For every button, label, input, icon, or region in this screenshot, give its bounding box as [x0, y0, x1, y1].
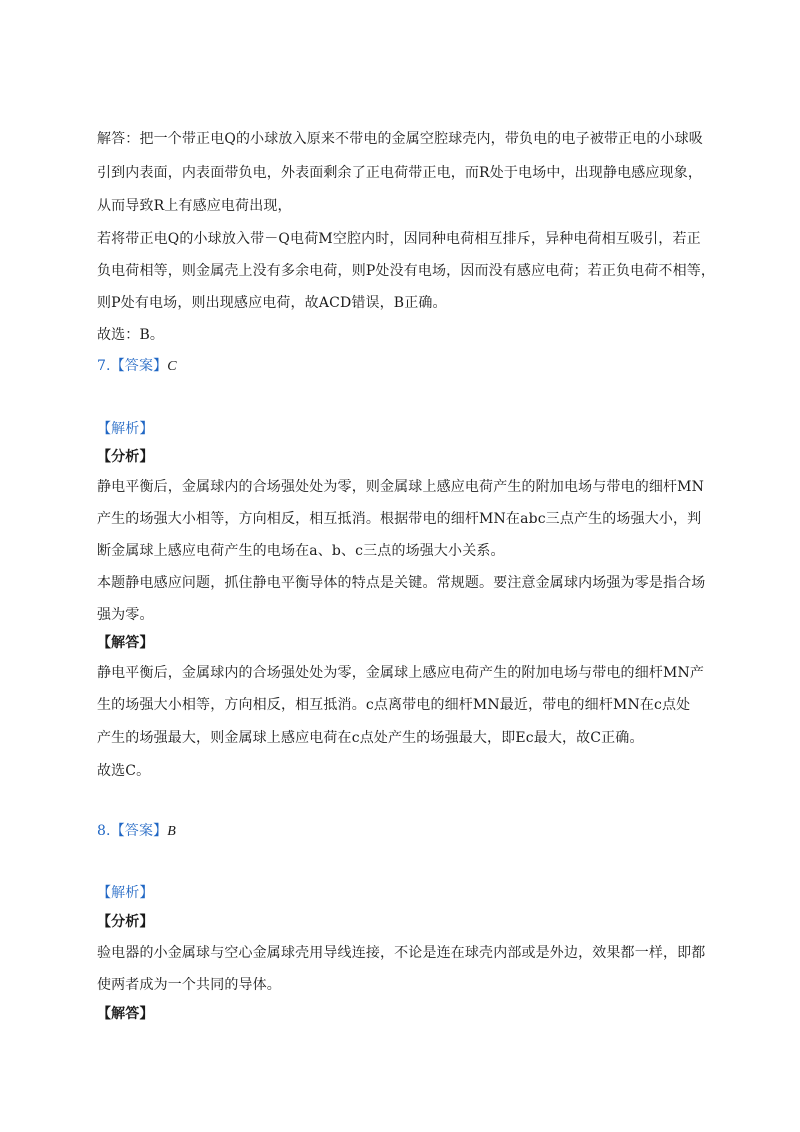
q7-answer-header: 7.【答案】: [97, 358, 168, 374]
q8-answer-row: [97, 820, 717, 840]
q7-conclusion: 故选C。: [97, 763, 151, 779]
q6-line-1: 解答：把一个带正电Q的小球放入原来不带电的金属空腔球壳内，带负电的电子被带正电的小球吸: [97, 131, 703, 147]
q7-fenxi-header: 【分析】: [97, 449, 154, 465]
q6-line-5: 负电荷相等，则金属壳上没有多余电荷，则P处没有电场，因而没有感应电荷；若正负电荷不相等，: [97, 263, 716, 279]
q7-fenxi-line-3: 断金属球上感应电荷产生的电场在a、b、c三点的场强大小关系。: [97, 543, 505, 559]
q8-analysis-header: 【解析】: [97, 885, 154, 901]
q7-answer-row: [97, 355, 717, 375]
q7-jieda-line-3: 产生的场强最大，则金属球上感应电荷在c点处产生的场强最大，即Ec最大，故C正确。: [97, 730, 644, 746]
q8-fenxi-line-1: 验电器的小金属球与空心金属球壳用导线连接，不论是连在球壳内部或是外边，效果都一样，即都: [97, 945, 706, 961]
q8-answer-header: 8.【答案】: [97, 823, 168, 839]
q7-fenxi-line-1: 静电平衡后，金属球内的合场强处处为零，则金属球上感应电荷产生的附加电场与带电的细杆MN: [97, 479, 705, 495]
q7-fenxi-line-5: 强为零。: [97, 607, 154, 623]
q7-answer-value: C: [167, 359, 177, 374]
q8-fenxi-line-2: 使两者成为一个共同的导体。: [97, 977, 281, 993]
q7-fenxi-line-2: 产生的场强大小相等，方向相反，相互抵消。根据带电的细杆MN在abc三点产生的场强大小，判: [97, 511, 702, 527]
q6-line-6: 则P处有电场，则出现感应电荷，故ACD错误，B正确。: [97, 295, 447, 311]
q7-jieda-line-1: 静电平衡后，金属球内的合场强处处为零，金属球上感应电荷产生的附加电场与带电的细杆MN产: [97, 665, 705, 681]
q6-line-4: 若将带正电Q的小球放入带－Q电荷M空腔内时，因同种电荷相互排斥，异种电荷相互吸引，若正: [97, 231, 701, 247]
q6-conclusion: 故选：B。: [97, 327, 165, 343]
q8-fenxi-header: 【分析】: [97, 914, 154, 930]
q6-line-2: 引到内表面，内表面带负电，外表面剩余了正电荷带正电，而R处于电场中，出现静电感应现象，: [97, 165, 702, 181]
q8-jieda-header: 【解答】: [97, 1006, 154, 1022]
q7-jieda-header: 【解答】: [97, 635, 154, 651]
q6-line-3: 从而导致R上有感应电荷出现，: [97, 198, 292, 214]
q7-jieda-line-2: 生的场强大小相等，方向相反，相互抵消。c点离带电的细杆MN最近，带电的细杆MN在c点处: [97, 697, 691, 713]
q7-analysis-header: 【解析】: [97, 421, 154, 437]
q8-answer-value: B: [167, 824, 176, 839]
q7-fenxi-line-4: 本题静电感应问题，抓住静电平衡导体的特点是关键。常规题。要注意金属球内场强为零是指合场: [97, 575, 706, 591]
